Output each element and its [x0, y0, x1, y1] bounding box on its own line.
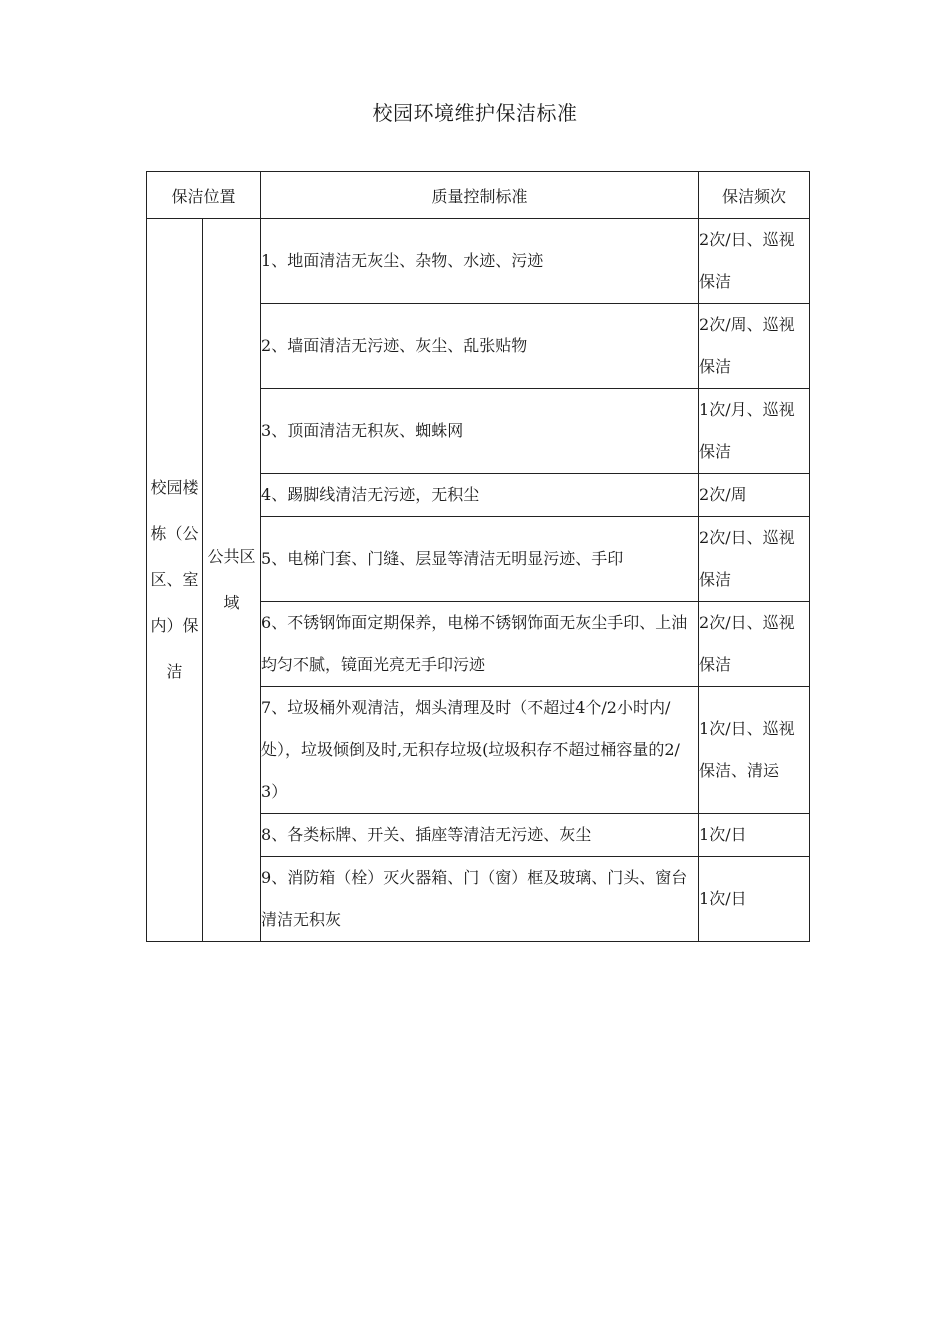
standard-cell: 5、电梯门套、门缝、层显等清洁无明显污迹、手印: [261, 517, 699, 602]
header-frequency-label: 保洁频次: [722, 186, 787, 206]
standard-cell: 8、各类标牌、开关、插座等清洁无污迹、灰尘: [261, 814, 699, 857]
standard-cell: 3、顶面清洁无积灰、蜘蛛网: [261, 389, 699, 474]
location-main-cell: 校园楼栋（公区、室内）保洁: [147, 219, 203, 942]
standard-cell: 9、消防箱（栓）灭火器箱、门（窗）框及玻璃、门头、窗台清洁无积灰: [261, 857, 699, 942]
frequency-cell: 1次/日: [699, 857, 810, 942]
standard-cell: 1、地面清洁无灰尘、杂物、水迹、污迹: [261, 219, 699, 304]
frequency-cell: 1次/日: [699, 814, 810, 857]
frequency-cell: 1次/日、巡视保洁、清运: [699, 687, 810, 814]
frequency-cell: 2次/周: [699, 474, 810, 517]
frequency-cell: 2次/日、巡视保洁: [699, 602, 810, 687]
standard-cell: 6、不锈钢饰面定期保养，电梯不锈钢饰面无灰尘手印、上油均匀不腻，镜面光亮无手印污迹: [261, 602, 699, 687]
standard-cell: 4、踢脚线清洁无污迹，无积尘: [261, 474, 699, 517]
standard-cell: 7、垃圾桶外观清洁，烟头清理及时（不超过4个/2小时内/处），垃圾倾倒及时,无积存垃圾(垃圾积存不超过桶容量的2/3）: [261, 687, 699, 814]
header-location-label: 保洁位置: [171, 186, 236, 206]
frequency-cell: 2次/日、巡视保洁: [699, 219, 810, 304]
page-title: 校园环境维护保洁标准: [372, 101, 578, 125]
location-sub-cell: 公共区域: [203, 219, 261, 942]
frequency-cell: 2次/日、巡视保洁: [699, 517, 810, 602]
header-standard-label: 质量控制标准: [431, 186, 528, 206]
table-row: [147, 219, 810, 304]
header-frequency: [699, 172, 810, 219]
frequency-cell: 2次/周、巡视保洁: [699, 304, 810, 389]
header-location: [147, 172, 261, 219]
header-standard: [261, 172, 699, 219]
table-header-row: [147, 172, 810, 219]
cleaning-standards-table: [146, 171, 810, 942]
standard-cell: 2、墙面清洁无污迹、灰尘、乱张贴物: [261, 304, 699, 389]
frequency-cell: 1次/月、巡视保洁: [699, 389, 810, 474]
